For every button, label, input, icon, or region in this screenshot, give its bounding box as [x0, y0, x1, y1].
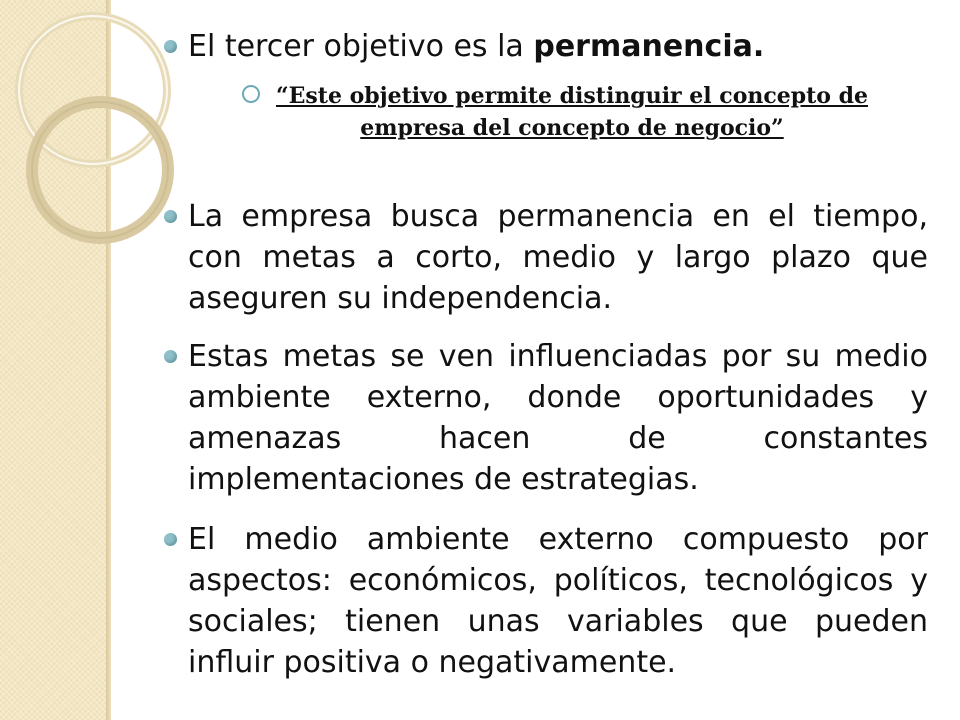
- bullet-icon: [164, 210, 177, 223]
- sub-bullet-quote: “Este objetivo permite distinguir el concepto de empresa del concepto de negocio”: [275, 83, 869, 141]
- bullet-1-plain: El tercer objetivo es la: [188, 29, 534, 64]
- bullet-2-text: La empresa busca permanencia en el tiempo, con metas a corto, medio y largo plazo que aseguren su independencia.: [188, 199, 928, 316]
- sub-bullet-icon: [242, 85, 260, 103]
- bullet-icon: [164, 350, 177, 363]
- bullet-icon: [164, 40, 177, 53]
- bullet-4-text: El medio ambiente externo compuesto por aspectos: económicos, políticos, tecnológicos y sociales; tienen unas variables que pueden influir positiva o negativamente.: [188, 522, 928, 680]
- bullet-1-text: [188, 26, 928, 67]
- bullet-3-text: Estas metas se ven influenciadas por su medio ambiente externo, donde oportunidades y amenazas hacen de constantes implementaciones de estrategias.: [188, 339, 928, 497]
- bullet-icon: [164, 533, 177, 546]
- bullet-1-bold: permanencia.: [533, 29, 765, 64]
